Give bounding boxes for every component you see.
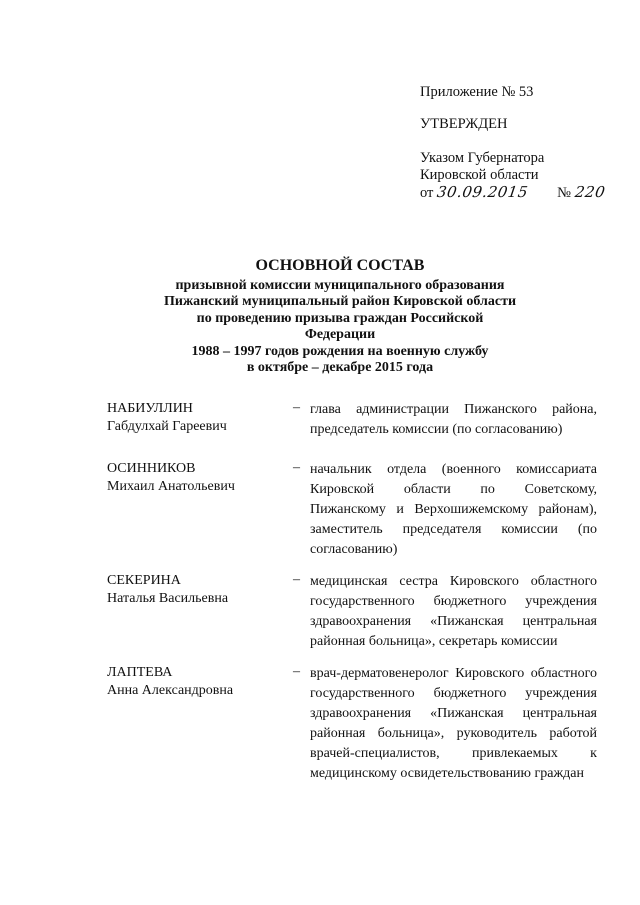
number-prefix: № [557, 185, 572, 201]
member-surname: НАБИУЛЛИН [107, 401, 193, 416]
member-role: врач-дерматовенеролог Кировского областного государственного бюджетного учреждения здравоохранения «Пижанская центральная районная больница», руководитель работой врачей-специалистов, привлекаемых к медицинскому освидетельствованию граждан [310, 666, 597, 781]
date-prefix: от [420, 185, 434, 201]
member-dash: – [293, 572, 300, 587]
member-name [107, 572, 287, 608]
handwritten-number: 220 [573, 183, 607, 201]
member-dash: – [293, 664, 300, 679]
title-main: ОСНОВНОЙ СОСТАВ [255, 257, 425, 274]
title-line-2: Пижанский муниципальный район Кировской области [163, 294, 517, 309]
title-line-5: в октябре – декабре 2015 года [246, 360, 434, 375]
decree-date-line [420, 184, 620, 202]
member-given-name: Габдулхай Гареевич [107, 419, 227, 434]
member-name [107, 400, 287, 436]
member-name [107, 664, 287, 700]
handwritten-date: 30.09.2015 [435, 183, 530, 201]
member-dash: – [293, 400, 300, 415]
member-given-name: Анна Александровна [107, 683, 234, 698]
member-role: глава администрации Пижанского района, председатель комиссии (по согласованию) [310, 402, 597, 437]
member-name [107, 460, 287, 496]
member-dash: – [293, 460, 300, 475]
member-role: медицинская сестра Кировского областного государственного бюджетного учреждения здравоохранения «Пижанская центральная районная больница», секретарь комиссии [310, 574, 597, 649]
title-line-1: призывной комиссии муниципального образования [175, 277, 505, 293]
decree-line-1: Указом Губернатора [420, 150, 545, 166]
title-line-4: 1988 – 1997 годов рождения на военную службу [191, 343, 489, 359]
approval-block [420, 84, 620, 202]
member-surname: ОСИННИКОВ [107, 461, 196, 476]
member-given-name: Наталья Васильевна [107, 591, 229, 606]
title-line-3: по проведению призыва граждан Российской Федерации [196, 310, 484, 342]
member-given-name: Михаил Анатольевич [107, 479, 235, 494]
member-surname: ЛАПТЕВА [107, 665, 173, 680]
member-role: начальник отдела (военного комиссариата Кировской области по Советскому, Пижанскому и Верхошижемскому районам), заместитель председателя комиссии (по согласованию) [310, 462, 597, 557]
appendix-number: Приложение № 53 [420, 84, 534, 100]
member-surname: СЕКЕРИНА [107, 573, 181, 588]
approved-stamp: УТВЕРЖДЕН [420, 116, 508, 132]
document-title [160, 258, 520, 377]
decree-line-2: Кировской области [420, 167, 539, 183]
